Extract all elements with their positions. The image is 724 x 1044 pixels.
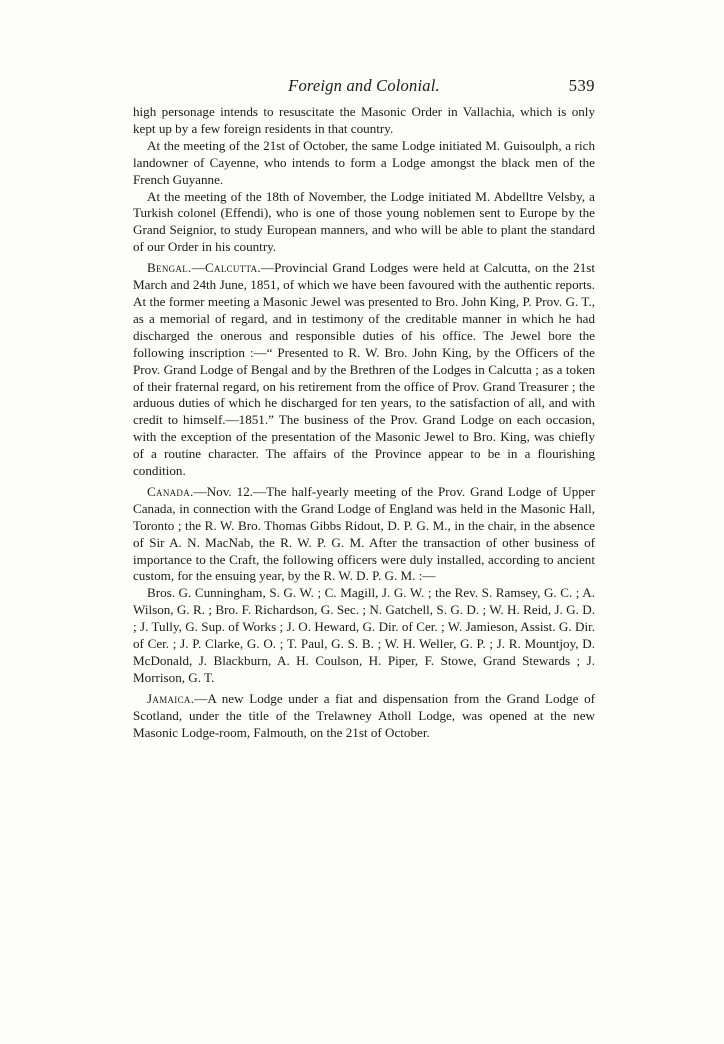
running-title: Foreign and Colonial. bbox=[288, 76, 440, 95]
body-text bbox=[133, 104, 595, 742]
paragraph-text: high personage intends to resuscitate the Masonic Order in Vallachia, which is only kept up by a few foreign residents in that country. bbox=[133, 104, 595, 136]
paragraph-text: —Nov. 12.—The half-yearly meeting of the Prov. Grand Lodge of Upper Canada, in connection with the Grand Lodge of England was held in the Masonic Hall, Toronto ; the R. W. Bro. Thomas Gibbs Ridout, D. P. G. M., in the chair, in the absence of Sir A. N. MacNab, the R. W. P. G. M. After the transaction of other business of importance to the Craft, the following officers were duly installed, according to ancient custom, for the ensuing year, by the R. W. D. P. G. M. :— bbox=[133, 483, 595, 584]
running-head bbox=[133, 76, 595, 100]
paragraph-jamaica bbox=[133, 691, 595, 742]
paragraph-vallachia bbox=[133, 104, 595, 138]
page-number: 539 bbox=[568, 76, 595, 95]
paragraph-bengal bbox=[133, 260, 595, 480]
paragraph-text: At the meeting of the 21st of October, the same Lodge initiated M. Guisoulph, a rich landowner of Cayenne, who intends to form a Lodge amongst the black men of the French Guyanne. bbox=[133, 137, 595, 187]
paragraph-officers bbox=[133, 585, 595, 686]
paragraph-text: At the meeting of the 18th of November, the Lodge initiated M. Abdelltre Velsby, a Turkish colonel (Effendi), who is one of those young noblemen sent to Europe by the Grand Seignior, to study European manners, and who will be able to plant the standard of our Order in his country. bbox=[133, 188, 595, 255]
paragraph-velsby bbox=[133, 189, 595, 257]
section-heading-bengal: Bengal.—Calcutta. bbox=[147, 260, 261, 276]
paragraph-text: —Provincial Grand Lodges were held at Calcutta, on the 21st March and 24th June, 1851, of which we have been favoured with the authentic reports. At the former meeting a Masonic Jewel was presented to Bro. John King, P. Prov. G. T., as a memorial of regard, and in testimony of the creditable manner in which he had discharged the onerous and responsible duties of his office. The Jewel bore the following inscription :—“ Presented to R. W. Bro. John King, by the Officers of the Prov. Grand Lodge of Bengal and by the Brethren of the Lodges in Calcutta ; as a token of their fraternal regard, on his retirement from the office of Prov. Grand Treasurer ; the arduous duties of which he discharged for ten years, to the satisfaction of all, and with credit to himself.—1851.” The business of the Prov. Grand Lodge on each occasion, with the exception of the presentation of the Masonic Jewel to Bro. King, was chiefly of a routine character. The affairs of the Province appear to be in a flourishing condition. bbox=[133, 260, 595, 479]
section-heading-jamaica: Jamaica. bbox=[147, 690, 195, 706]
section-heading-canada: Canada. bbox=[147, 483, 194, 499]
paragraph-text: —A new Lodge under a fiat and dispensation from the Grand Lodge of Scotland, under the title of the Trelawney Atholl Lodge, was opened at the new Masonic Lodge-room, Falmouth, on the 21st of October. bbox=[133, 690, 595, 740]
paragraph-guisoulph bbox=[133, 138, 595, 189]
paragraph-canada bbox=[133, 484, 595, 585]
paragraph-text: Bros. G. Cunningham, S. G. W. ; C. Magill, J. G. W. ; the Rev. S. Ramsey, G. C. ; A. Wilson, G. R. ; Bro. F. Richardson, G. Sec. ; N. Gatchell, S. G. D. ; W. H. Reid, J. G. D. ; J. Tully, G. Sup. of Works ; J. O. Heward, G. Dir. of Cer. ; W. Jamieson, Assist. G. Dir. of Cer. ; J. P. Clarke, G. O. ; T. Paul, G. S. B. ; W. H. Weller, G. P. ; J. R. Mountjoy, D. McDonald, J. Blackburn, A. H. Coulson, H. Piper, F. Stowe, Grand Stewards ; J. Morrison, G. T. bbox=[133, 585, 595, 685]
